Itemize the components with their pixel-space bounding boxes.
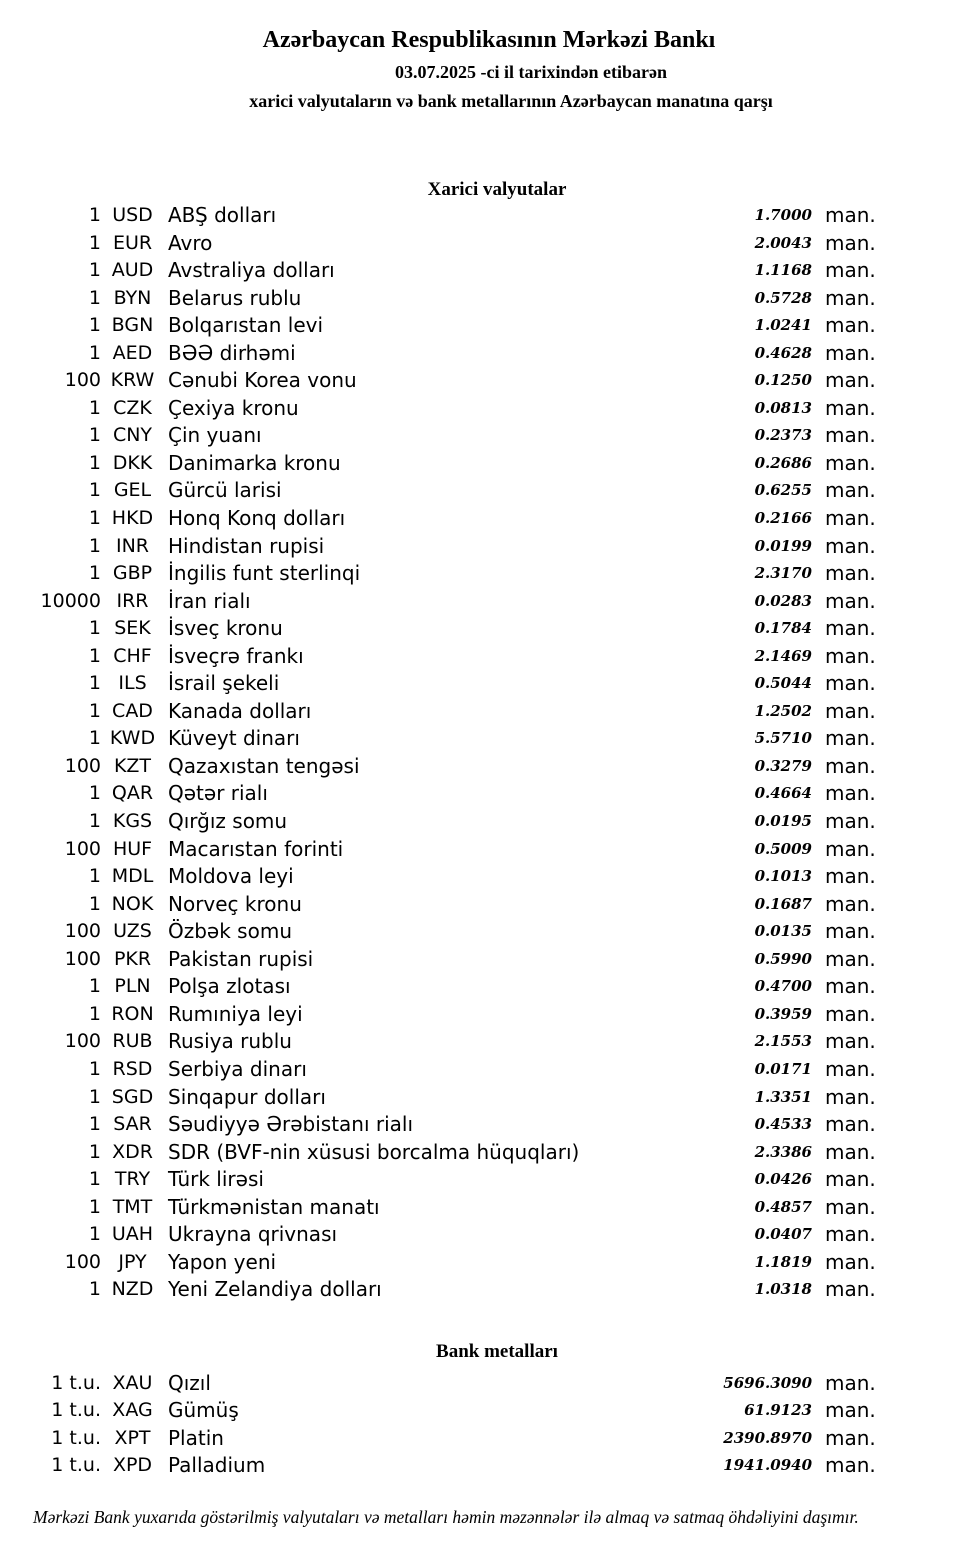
row-code: ILS: [118, 672, 147, 695]
row-name: İsveç kronu: [168, 616, 283, 641]
row-rate-value: 2.1469: [754, 646, 812, 665]
row-name: Ukrayna qrivnası: [168, 1222, 338, 1247]
rate-unit: man.: [825, 203, 876, 227]
row-code: INR: [115, 534, 150, 557]
rate-unit: man.: [825, 974, 876, 999]
row-name: İngilis funt sterlinqi: [168, 561, 361, 586]
row-code: CNY: [112, 424, 153, 447]
row-name: Türk lirəsi: [168, 1167, 264, 1192]
row-quantity: 1 t.u.: [51, 1453, 101, 1476]
row-quantity: 1: [88, 396, 101, 419]
row-code: UZS: [113, 920, 152, 943]
rate-unit: man.: [825, 753, 876, 778]
row-name: Yapon yeni: [168, 1249, 277, 1274]
rate-unit: man.: [825, 1112, 876, 1137]
rate-unit: man.: [825, 423, 876, 448]
row-code: SEK: [114, 617, 151, 640]
table-row: [0, 1194, 958, 1222]
row-code: NZD: [111, 1278, 154, 1301]
table-row: [0, 257, 958, 285]
rate-unit: man.: [825, 836, 876, 861]
row-name: İsrail şekeli: [168, 671, 280, 696]
table-row: [0, 395, 958, 423]
row-name: Sinqapur dolları: [168, 1084, 326, 1109]
rate-unit: man.: [825, 395, 876, 420]
row-rate-value: 0.5728: [754, 288, 812, 307]
table-row: [0, 698, 958, 726]
row-name: Bolqarıstan levi: [168, 313, 324, 338]
row-code: XDR: [112, 1140, 153, 1163]
table-row: [0, 780, 958, 808]
table-row: [0, 312, 958, 340]
rate-unit: man.: [825, 533, 876, 558]
row-name: Moldova leyi: [168, 864, 294, 889]
row-quantity: 1 t.u.: [51, 1399, 101, 1422]
row-code: GBP: [112, 562, 153, 585]
table-row: [0, 477, 958, 505]
rate-unit: man.: [825, 340, 876, 365]
row-name: Honq Konq dolları: [168, 506, 346, 531]
row-code: XPD: [112, 1453, 153, 1476]
row-code: XAG: [112, 1399, 153, 1422]
row-quantity: 1: [88, 892, 101, 915]
row-name: Macarıstan forinti: [168, 836, 344, 861]
row-quantity: 1: [88, 534, 101, 557]
table-row: [0, 1001, 958, 1029]
row-code: BYN: [113, 286, 152, 309]
row-rate-value: 0.0195: [754, 812, 812, 831]
row-rate-value: 0.1687: [754, 894, 812, 913]
row-code: BGN: [111, 314, 154, 337]
row-code: KWD: [109, 727, 156, 750]
rate-unit: man.: [825, 258, 876, 283]
row-rate-value: 61.9123: [744, 1401, 812, 1420]
row-rate-value: 0.1784: [754, 619, 812, 638]
row-name: Qazaxıstan tengəsi: [168, 753, 360, 778]
row-rate-value: 2.0043: [754, 233, 812, 252]
row-rate-value: 0.0283: [754, 591, 812, 610]
row-rate-value: 0.5990: [754, 949, 812, 968]
rate-unit: man.: [825, 919, 876, 944]
row-quantity: 1: [88, 1113, 101, 1136]
table-row: [0, 422, 958, 450]
rate-unit: man.: [825, 1139, 876, 1164]
row-name: Yeni Zelandiya dolları: [168, 1277, 382, 1302]
row-rate-value: 0.2166: [754, 509, 812, 528]
row-name: Rusiya rublu: [168, 1029, 292, 1054]
row-code: SAR: [113, 1113, 152, 1136]
row-rate-value: 0.1013: [754, 867, 812, 886]
row-quantity: 1: [88, 727, 101, 750]
rate-unit: man.: [825, 1371, 876, 1395]
table-row: [0, 340, 958, 368]
row-rate-value: 1.2502: [754, 701, 812, 720]
row-code: XPT: [114, 1426, 151, 1449]
rate-unit: man.: [825, 1425, 876, 1450]
row-quantity: 1: [88, 479, 101, 502]
row-quantity: 1: [88, 975, 101, 998]
table-row: [0, 533, 958, 561]
row-quantity: 1: [88, 1057, 101, 1080]
row-code: AUD: [111, 259, 154, 282]
row-name: Gürcü larisi: [168, 478, 282, 503]
row-name: Küveyt dinarı: [168, 726, 300, 751]
row-quantity: 100: [64, 1250, 101, 1273]
row-rate-value: 0.0135: [754, 922, 812, 941]
subject-line: xarici valyutaların və bank metallarının Azərbaycan manatına qarşı: [249, 91, 773, 111]
row-rate-value: 1.3351: [754, 1087, 812, 1106]
row-code: RON: [111, 1002, 154, 1025]
rate-unit: man.: [825, 864, 876, 889]
table-row: [0, 670, 958, 698]
row-code: QAR: [111, 782, 154, 805]
row-quantity: 100: [64, 920, 101, 943]
row-name: Platin: [168, 1425, 224, 1450]
row-rate-value: 2390.8970: [723, 1428, 812, 1447]
row-name: Qızıl: [168, 1371, 211, 1395]
rate-unit: man.: [825, 1398, 876, 1423]
row-quantity: 1: [88, 507, 101, 530]
row-quantity: 1: [88, 672, 101, 695]
row-quantity: 1: [88, 782, 101, 805]
metals-table: [0, 1370, 958, 1479]
row-name: ABŞ dolları: [168, 203, 277, 227]
row-name: Çexiya kronu: [168, 395, 299, 420]
row-quantity: 100: [64, 947, 101, 970]
row-quantity: 1: [88, 1140, 101, 1163]
rate-unit: man.: [825, 946, 876, 971]
row-code: JPY: [118, 1250, 147, 1273]
row-rate-value: 5.5710: [754, 729, 812, 748]
rate-unit: man.: [825, 671, 876, 696]
table-row: [0, 1166, 958, 1194]
table-row: [0, 1221, 958, 1249]
table-row: [0, 808, 958, 836]
row-code: KZT: [113, 754, 152, 777]
rate-unit: man.: [825, 1194, 876, 1219]
row-quantity: 1: [88, 1168, 101, 1191]
row-name: Özbək somu: [168, 919, 292, 944]
row-code: CZK: [113, 396, 152, 419]
rate-unit: man.: [825, 561, 876, 586]
table-row: [0, 1111, 958, 1139]
rate-unit: man.: [825, 1167, 876, 1192]
rate-unit: man.: [825, 285, 876, 310]
row-rate-value: 0.4533: [754, 1115, 812, 1134]
row-quantity: 1: [88, 341, 101, 364]
row-rate-value: 1.0318: [754, 1280, 812, 1299]
row-code: MDL: [111, 865, 154, 888]
row-name: İsveçrə frankı: [168, 643, 304, 668]
row-rate-value: 0.0426: [754, 1170, 812, 1189]
row-rate-value: 0.6255: [754, 481, 812, 500]
table-row: [0, 1084, 958, 1112]
row-rate-value: 0.1250: [754, 371, 812, 390]
row-code: TRY: [114, 1168, 151, 1191]
row-code: RSD: [112, 1057, 153, 1080]
row-rate-value: 0.4857: [754, 1197, 812, 1216]
row-quantity: 1: [88, 1278, 101, 1301]
row-name: Hindistan rupisi: [168, 533, 325, 558]
row-rate-value: 0.5044: [754, 674, 812, 693]
row-rate-value: 5696.3090: [723, 1374, 812, 1392]
row-name: Belarus rublu: [168, 285, 302, 310]
table-row: [0, 1452, 958, 1479]
table-row: [0, 450, 958, 478]
row-rate-value: 0.3279: [754, 756, 812, 775]
row-code: DKK: [112, 451, 153, 474]
row-name: Polşa zlotası: [168, 974, 291, 999]
currencies-section-title: Xarici valyutalar: [427, 179, 567, 200]
row-quantity: 1: [88, 204, 101, 226]
table-row: [0, 863, 958, 891]
rate-unit: man.: [825, 450, 876, 475]
table-row: [0, 560, 958, 588]
table-row: [0, 891, 958, 919]
table-row: [0, 753, 958, 781]
row-rate-value: 0.4664: [754, 784, 812, 803]
rate-unit: man.: [825, 313, 876, 338]
table-row: [0, 230, 958, 258]
rate-unit: man.: [825, 643, 876, 668]
row-quantity: 100: [64, 1030, 101, 1053]
row-code: PLN: [114, 975, 151, 998]
rate-unit: man.: [825, 1029, 876, 1054]
row-name: Çin yuanı: [168, 423, 262, 448]
row-name: Səudiyyə Ərəbistanı rialı: [168, 1112, 414, 1137]
row-code: HUF: [112, 837, 153, 860]
row-name: Avstraliya dolları: [168, 258, 335, 283]
row-code: USD: [112, 204, 153, 226]
row-quantity: 1: [88, 286, 101, 309]
row-quantity: 1: [88, 259, 101, 282]
row-rate-value: 0.5009: [754, 839, 812, 858]
metals-section-title: Bank metalları: [436, 1341, 558, 1362]
row-code: EUR: [112, 231, 153, 254]
table-row: [0, 1028, 958, 1056]
row-rate-value: 0.0171: [754, 1059, 812, 1078]
row-quantity: 1: [88, 644, 101, 667]
row-code: KGS: [112, 810, 153, 833]
table-row: [0, 1425, 958, 1452]
row-name: Avro: [168, 230, 213, 255]
row-rate-value: 0.3959: [754, 1004, 812, 1023]
row-quantity: 1: [88, 424, 101, 447]
row-rate-value: 1.0241: [754, 316, 812, 335]
row-quantity: 1: [88, 314, 101, 337]
row-quantity: 1: [88, 562, 101, 585]
rate-unit: man.: [825, 1222, 876, 1247]
page-title: Azərbaycan Respublikasının Mərkəzi Bankı: [262, 27, 716, 53]
rate-unit: man.: [825, 1249, 876, 1274]
table-row: [0, 946, 958, 974]
table-row: [0, 1370, 958, 1397]
row-name: Palladium: [168, 1452, 266, 1477]
row-rate-value: 0.2686: [754, 453, 812, 472]
row-rate-value: 0.4628: [754, 343, 812, 362]
row-rate-value: 0.0407: [754, 1225, 812, 1244]
row-code: AED: [112, 341, 153, 364]
table-row: [0, 1056, 958, 1084]
row-quantity: 1: [88, 865, 101, 888]
row-quantity: 10000: [40, 589, 101, 612]
row-quantity: 1: [88, 231, 101, 254]
row-quantity: 1: [88, 810, 101, 833]
rate-unit: man.: [825, 1084, 876, 1109]
row-name: Norveç kronu: [168, 891, 302, 916]
row-name: Serbiya dinarı: [168, 1056, 307, 1081]
table-row: [0, 588, 958, 616]
row-code: CAD: [112, 699, 153, 722]
row-code: NOK: [111, 892, 154, 915]
rate-unit: man.: [825, 368, 876, 393]
row-name: Qətər rialı: [168, 781, 268, 806]
row-quantity: 1: [88, 617, 101, 640]
rate-unit: man.: [825, 506, 876, 531]
rate-unit: man.: [825, 1277, 876, 1302]
row-rate-value: 1941.0940: [723, 1455, 812, 1474]
row-quantity: 1: [88, 699, 101, 722]
row-code: UAH: [111, 1223, 154, 1246]
rate-unit: man.: [825, 616, 876, 641]
row-code: TMT: [112, 1195, 153, 1218]
rate-unit: man.: [825, 781, 876, 806]
table-row: [0, 615, 958, 643]
row-quantity: 1: [88, 1223, 101, 1246]
table-row: [0, 836, 958, 864]
table-row: [0, 505, 958, 533]
row-rate-value: 2.3170: [754, 564, 812, 583]
table-row: [0, 918, 958, 946]
table-row: [0, 643, 958, 671]
row-name: Türkmənistan manatı: [168, 1194, 380, 1219]
row-quantity: 1: [88, 1002, 101, 1025]
effective-date-line: 03.07.2025 -ci il tarixindən etibarən: [395, 62, 667, 82]
row-code: HKD: [111, 507, 154, 530]
row-name: BƏƏ dirhəmi: [168, 340, 296, 365]
rate-unit: man.: [825, 1001, 876, 1026]
table-row: [0, 202, 958, 230]
currencies-table: [0, 202, 958, 1304]
row-name: Rumıniya leyi: [168, 1001, 303, 1026]
table-row: [0, 1397, 958, 1424]
row-code: KRW: [110, 369, 155, 392]
row-name: Danimarka kronu: [168, 450, 341, 475]
row-code: SGD: [111, 1085, 154, 1108]
table-row: [0, 1139, 958, 1167]
row-name: Pakistan rupisi: [168, 946, 314, 971]
row-quantity: 1 t.u.: [51, 1372, 101, 1394]
row-name: Gümüş: [168, 1398, 239, 1423]
table-row: [0, 285, 958, 313]
row-code: CHF: [113, 644, 152, 667]
table-row: [0, 973, 958, 1001]
row-rate-value: 0.0813: [754, 398, 812, 417]
row-quantity: 100: [64, 369, 101, 392]
table-row: [0, 725, 958, 753]
row-quantity: 100: [64, 837, 101, 860]
row-rate-value: 2.3386: [754, 1142, 812, 1161]
row-code: XAU: [112, 1372, 153, 1394]
rate-unit: man.: [825, 230, 876, 255]
table-row: [0, 1249, 958, 1277]
rate-unit: man.: [825, 726, 876, 751]
rate-unit: man.: [825, 809, 876, 834]
row-code: RUB: [112, 1030, 153, 1053]
rate-unit: man.: [825, 1452, 876, 1477]
row-quantity: 1 t.u.: [51, 1426, 101, 1449]
table-row: [0, 367, 958, 395]
row-quantity: 1: [88, 1195, 101, 1218]
row-rate-value: 0.4700: [754, 977, 812, 996]
rate-unit: man.: [825, 1056, 876, 1081]
row-name: İran rialı: [168, 588, 251, 613]
rate-unit: man.: [825, 588, 876, 613]
rate-unit: man.: [825, 698, 876, 723]
row-name: SDR (BVF-nin xüsusi borcalma hüquqları): [168, 1139, 580, 1164]
row-quantity: 1: [88, 1085, 101, 1108]
row-name: Kanada dolları: [168, 698, 312, 723]
table-row: [0, 1276, 958, 1304]
row-name: Qırğız somu: [168, 809, 288, 834]
rate-unit: man.: [825, 891, 876, 916]
row-quantity: 1: [88, 451, 101, 474]
row-rate-value: 1.1168: [754, 261, 812, 280]
disclaimer-text: Mərkəzi Bank yuxarıda göstərilmiş valyutaları və metalları həmin məzənnələr ilə almaq və satmaq öhdəliyini daşımır.: [33, 1507, 859, 1527]
row-rate-value: 1.1819: [754, 1252, 812, 1271]
row-quantity: 100: [64, 754, 101, 777]
row-code: GEL: [113, 479, 152, 502]
rate-unit: man.: [825, 478, 876, 503]
row-name: Cənubi Korea vonu: [168, 368, 357, 393]
row-rate-value: 0.0199: [754, 536, 812, 555]
row-rate-value: 1.7000: [754, 206, 812, 224]
row-code: PKR: [113, 947, 152, 970]
row-rate-value: 0.2373: [754, 426, 812, 445]
row-code: IRR: [116, 589, 149, 612]
row-rate-value: 2.1553: [754, 1032, 812, 1051]
